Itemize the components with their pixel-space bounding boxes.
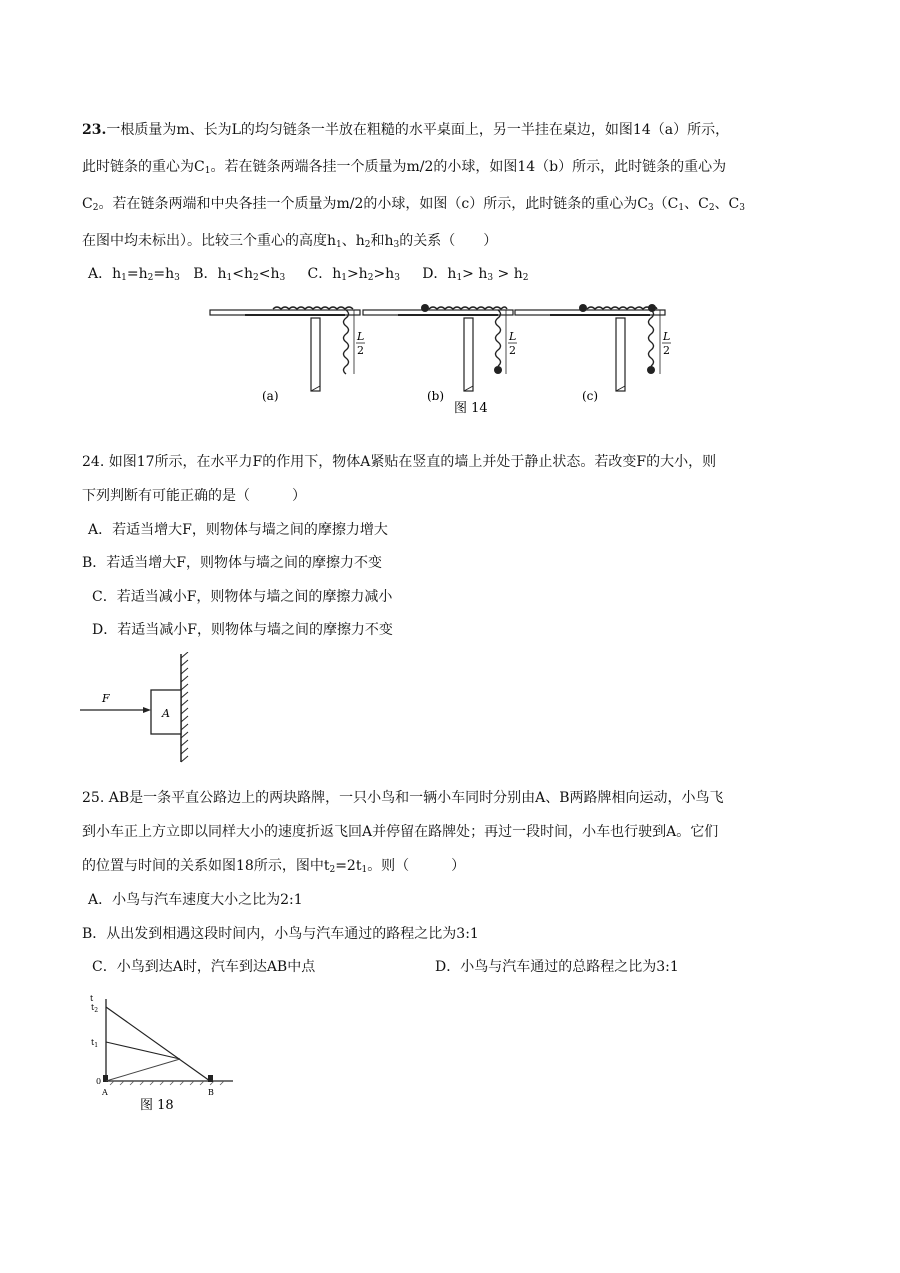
svg-text:L: L	[663, 330, 671, 343]
q24-option-c: C．若适当减小F，则物体与墙之间的摩擦力减小	[92, 589, 393, 605]
q23-line-3: $C_2$。若在链条两端和中央各挂一个质量为m/2的小球，如图（c）所示，此时链条的重心为$C_3(C_1$、$C_2$、$C_3$	[82, 196, 745, 213]
block-a-label: A	[162, 707, 170, 720]
figure-14b-label: (b)	[427, 389, 445, 403]
ball-left-c	[579, 304, 587, 312]
q25-option-d: D．小鸟与汽车通过的总路程之比为3:1	[435, 959, 679, 975]
svg-text:2: 2	[663, 344, 670, 357]
sign-b	[208, 1075, 213, 1082]
q24-option-a: A．若适当增大F，则物体与墙之间的摩擦力增大	[88, 522, 388, 538]
figure-18	[88, 995, 248, 1115]
half-length-numerator: L	[357, 330, 365, 343]
q23-option-b: B．$h_1<h_2<h_3$	[193, 266, 286, 283]
force-label: F	[102, 692, 110, 705]
t-axis-label: t	[90, 995, 94, 1003]
figure-14c	[515, 304, 671, 403]
q25-option-c: C．小鸟到达A时，汽车到达AB中点	[92, 959, 316, 975]
figure-14b	[363, 304, 517, 403]
q24-option-d: D．若适当减小F，则物体与墙之间的摩擦力不变	[92, 622, 393, 638]
t2-label: $t_2$	[91, 1003, 99, 1014]
q24-line-2: 下列判断有可能正确的是（ ）	[82, 488, 306, 504]
figure-17	[78, 652, 198, 767]
figure-18-caption: 图 18	[140, 1098, 174, 1113]
figure-14a-label: (a)	[262, 389, 279, 403]
q23-options	[88, 264, 529, 288]
svg-text:L: L	[509, 330, 517, 343]
point-a-label: A	[102, 1088, 108, 1097]
bird-line-out	[106, 1059, 180, 1081]
q24-line-1: 24. 如图17所示，在水平力F的作用下，物体A紧贴在竖直的墙上并处于静止状态。若改变F的大小，则	[82, 454, 717, 470]
q23-line-4: 在图中均未标出）。比较三个重心的高度$h_1$、$h_2$和$h_3$的关系（ ）	[82, 233, 498, 250]
q23-option-c: C．$h_1>h_2>h_3$	[307, 266, 400, 283]
q23-option-a: A．$h_1=h_2=h_3$	[88, 266, 180, 283]
wall-hatching	[181, 652, 188, 762]
t1-label: $t_1$	[91, 1038, 99, 1049]
q25-option-b: B．从出发到相遇这段时间内，小鸟与汽车通过的路程之比为3:1	[82, 926, 479, 942]
ball-bottom-b	[494, 366, 502, 374]
q23-option-d: D．$h_1> h_3 > h_2$	[422, 266, 529, 283]
q25-line-1: 25. AB是一条平直公路边上的两块路牌，一只小鸟和一辆小车同时分别由A、B两路牌相向运动，小鸟飞	[82, 790, 724, 806]
figure-14a	[210, 307, 365, 403]
svg-text:2: 2	[509, 344, 516, 357]
figure-14c-label: (c)	[582, 389, 599, 403]
bird-line-back	[106, 1042, 180, 1059]
q25-option-a: A．小鸟与汽车速度大小之比为2:1	[88, 892, 303, 908]
q23-line-1: 23.一根质量为m、长为L的均匀链条一半放在粗糙的水平桌面上，另一半挂在桌边，如图14（a）所示，	[82, 122, 730, 138]
figure-14	[205, 296, 685, 421]
q23-line-2: 此时链条的重心为$C_1$。若在链条两端各挂一个质量为m/2的小球，如图14（b）所示，此时链条的重心为	[82, 159, 727, 176]
car-line	[106, 1007, 210, 1081]
half-length-denominator: 2	[357, 344, 364, 357]
point-b-label: B	[208, 1088, 214, 1097]
figure-14-caption: 图 14	[454, 401, 488, 416]
q25-line-3: 的位置与时间的关系如图18所示，图中$t_2=2t_1$。则（ ）	[82, 858, 466, 875]
origin-label: 0	[96, 1077, 102, 1086]
q24-option-b: B．若适当增大F，则物体与墙之间的摩擦力不变	[82, 555, 383, 571]
ball-bottom-c	[647, 366, 655, 374]
q25-line-2: 到小车正上方立即以同样大小的速度折返飞回A并停留在路牌处；再过一段时间，小车也行驶到A。它们	[82, 824, 719, 840]
ball-left-b	[421, 304, 429, 312]
q23-number: 23.	[82, 122, 107, 138]
